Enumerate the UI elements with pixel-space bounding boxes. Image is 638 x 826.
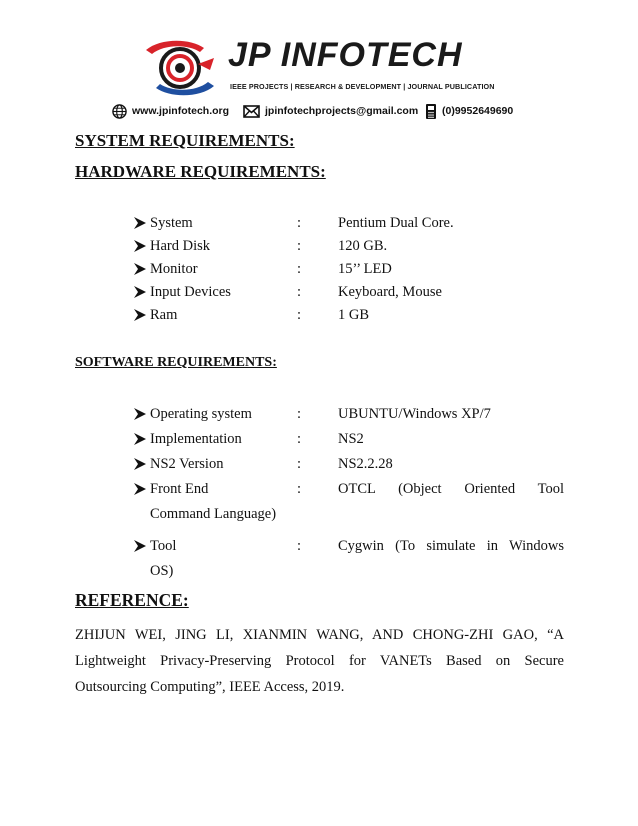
phone-text: (0)9952649690 [442,105,514,117]
item-value: UBUNTU/Windows XP/7 [338,406,491,422]
item-colon: : [297,284,302,300]
item-value-continuation: OS) [150,563,174,579]
item-name: Input Devices [150,284,231,300]
heading-hardware-requirements: HARDWARE REQUIREMENTS: [75,162,326,181]
item-colon: : [297,456,302,472]
item-value: Pentium Dual Core. [338,215,454,231]
arrowhead-bullet-icon [133,285,147,299]
arrowhead-bullet-icon [133,539,147,553]
arrowhead-bullet-icon [133,432,147,446]
arrowhead-bullet-icon [133,457,147,471]
item-name: System [150,215,193,231]
software-item-front-end [0,477,638,529]
item-name: Ram [150,307,178,323]
item-value-continuation: Command Language) [150,506,277,522]
item-name: Implementation [150,431,242,447]
envelope-icon [243,105,260,118]
item-value: Cygwin (To simulate in Windows [338,538,564,554]
item-name: Front End [150,481,209,497]
item-colon: : [297,261,302,277]
contact-email[interactable] [243,102,418,120]
arrowhead-bullet-icon [133,407,147,421]
contact-website[interactable] [112,102,229,120]
globe-icon [112,104,127,119]
heading-system-requirements: SYSTEM REQUIREMENTS: [75,131,295,150]
arrowhead-bullet-icon [133,239,147,253]
reference-citation: ZHIJUN WEI, JING LI, XIANMIN WANG, AND CHONG-ZHI GAO, “A Lightweight Privacy-Preserving Protocol for VANETs Based on Secure Outsourcing Computing”, IEEE Access, 2019. [75,627,564,695]
letterhead [0,0,638,130]
software-item-tool [0,534,638,586]
item-colon: : [297,406,302,422]
item-name: Monitor [150,261,198,277]
item-name: Hard Disk [150,238,211,254]
email-text: jpinfotechprojects@gmail.com [265,105,419,117]
item-value: 1 GB [338,307,370,323]
item-name: NS2 Version [150,456,224,472]
arrowhead-bullet-icon [133,308,147,322]
item-value: 120 GB. [338,238,388,254]
brand-block [228,36,508,96]
brand-tagline: IEEE PROJECTS | RESEARCH & DEVELOPMENT | JOURNAL PUBLICATION [230,82,495,91]
item-value: NS2.2.28 [338,456,393,472]
item-colon: : [297,215,302,231]
jp-infotech-logo-icon [140,36,220,100]
heading-software-requirements: SOFTWARE REQUIREMENTS: [75,355,277,370]
item-colon: : [297,538,302,554]
item-colon: : [297,431,302,447]
item-name: Operating system [150,406,252,422]
website-text: www.jpinfotech.org [132,105,230,117]
item-value: OTCL (Object Oriented Tool [338,481,564,497]
item-value: 15’’ LED [338,261,392,277]
item-colon: : [297,307,302,323]
arrowhead-bullet-icon [133,262,147,276]
item-value: NS2 [338,431,364,447]
item-colon: : [297,238,302,254]
contact-phone[interactable] [425,102,513,120]
item-name: Tool [150,538,177,554]
item-value: Keyboard, Mouse [338,284,442,300]
item-colon: : [297,481,302,497]
heading-reference: REFERENCE: [75,590,189,610]
brand-name: JP INFOTECH [228,36,463,74]
arrowhead-bullet-icon [133,216,147,230]
arrowhead-bullet-icon [133,482,147,496]
phone-icon [425,103,437,120]
